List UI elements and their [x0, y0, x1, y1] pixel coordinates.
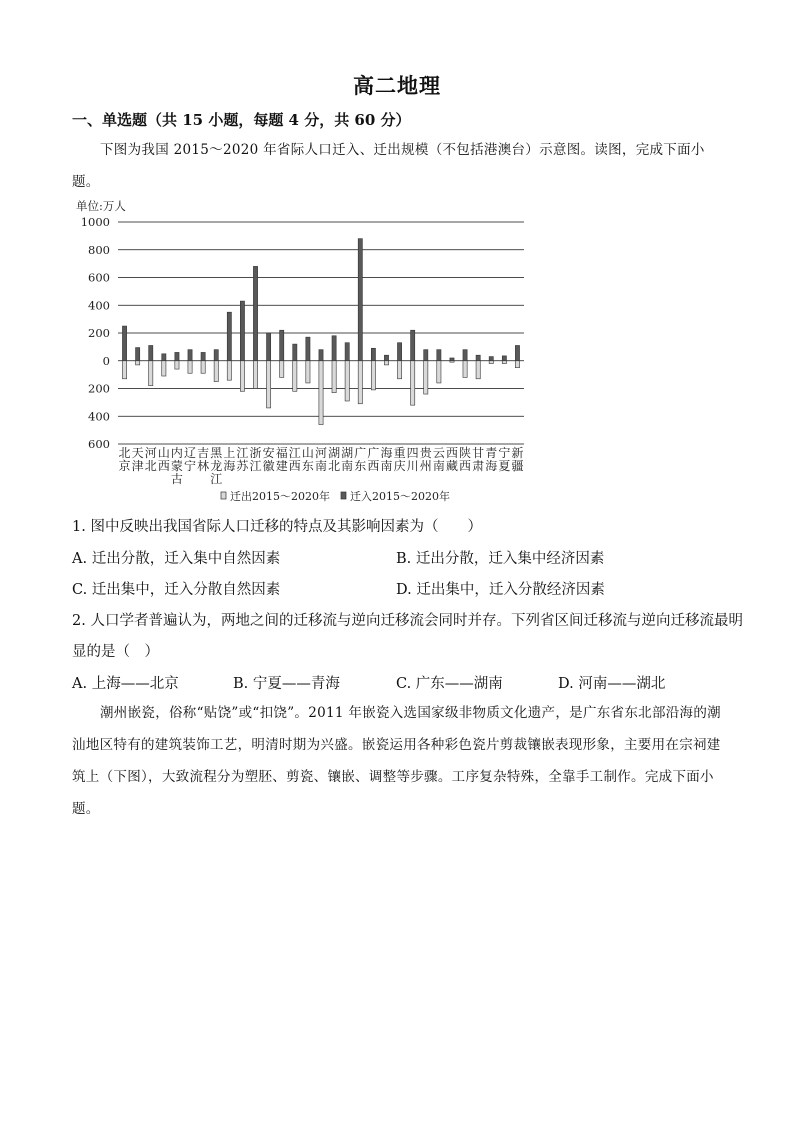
svg-text:西: 西 — [288, 459, 301, 473]
x-category-label — [119, 446, 131, 473]
svg-text:州: 州 — [419, 459, 432, 473]
bar-out-江苏 — [240, 361, 244, 392]
legend-label-out: 迁出2015～2020年 — [230, 490, 330, 503]
svg-text:海: 海 — [380, 446, 393, 460]
x-category-label — [446, 446, 458, 473]
bar-out-重庆 — [397, 361, 401, 379]
question-1-stem: 1. 图中反映出我国省际人口迁移的特点及其影响因素为（ ） — [72, 519, 482, 535]
svg-text:天: 天 — [131, 446, 144, 460]
x-category-label — [145, 446, 157, 473]
question-1-option-b[interactable]: B. 迁出分散，迁入集中经济因素 — [396, 551, 605, 567]
bar-out-云南 — [437, 361, 441, 383]
bar-out-贵州 — [424, 361, 428, 394]
svg-text:林: 林 — [197, 459, 210, 473]
question-1-option-a[interactable]: A. 迁出分散，迁入集中自然因素 — [72, 551, 281, 567]
svg-text:北: 北 — [144, 459, 157, 473]
bar-out-宁夏 — [502, 361, 506, 364]
legend-label-in: 迁入2015～2020年 — [350, 490, 450, 503]
bar-out-内蒙古 — [175, 361, 179, 369]
x-category-label — [367, 445, 379, 473]
bar-out-黑龙江 — [214, 361, 218, 382]
svg-text:东: 东 — [301, 459, 314, 473]
svg-text:云: 云 — [432, 446, 445, 460]
bar-out-广东 — [358, 361, 362, 404]
svg-text:河: 河 — [314, 446, 328, 460]
y-tick-label: 200 — [88, 381, 110, 396]
x-category-label — [184, 446, 196, 473]
y-tick-label: 600 — [88, 270, 110, 285]
svg-text:广: 广 — [354, 446, 367, 460]
x-category-label — [289, 446, 301, 473]
y-tick-label: 200 — [88, 326, 110, 340]
svg-text:内: 内 — [170, 446, 183, 460]
svg-text:疆: 疆 — [511, 459, 524, 473]
bar-in-重庆 — [397, 343, 401, 361]
x-category-label — [472, 445, 484, 473]
bar-out-湖北 — [332, 361, 336, 393]
bar-in-四川 — [411, 330, 415, 361]
svg-text:福: 福 — [275, 446, 288, 460]
svg-text:江: 江 — [236, 446, 249, 460]
bar-in-上海 — [227, 312, 231, 361]
bar-in-天津 — [136, 348, 140, 361]
legend-swatch-in — [341, 492, 346, 499]
svg-text:西: 西 — [367, 459, 380, 473]
bar-out-广西 — [371, 361, 375, 390]
x-category-label — [302, 446, 314, 473]
bar-out-吉林 — [201, 361, 205, 373]
x-category-label — [354, 445, 366, 473]
x-category-label — [197, 445, 209, 473]
svg-text:辽: 辽 — [184, 446, 197, 460]
x-category-label — [171, 445, 183, 486]
y-tick-label: 400 — [88, 409, 110, 424]
x-category-label — [407, 446, 419, 473]
bar-in-广东 — [358, 239, 362, 361]
x-category-label — [328, 445, 340, 473]
x-category-label — [210, 446, 223, 486]
question-2-option-c[interactable]: C. 广东——湖南 — [396, 676, 503, 692]
x-category-label — [459, 445, 471, 473]
x-category-label — [158, 446, 170, 473]
bar-in-湖北 — [332, 336, 336, 361]
svg-text:南: 南 — [341, 459, 354, 473]
x-category-label — [433, 446, 445, 473]
bar-out-山西 — [162, 361, 166, 376]
bar-in-内蒙古 — [175, 352, 179, 360]
svg-text:吉: 吉 — [197, 446, 210, 460]
svg-text:徽: 徽 — [262, 459, 275, 473]
x-category-label — [263, 445, 275, 473]
svg-text:津: 津 — [131, 459, 144, 473]
bar-in-云南 — [437, 350, 441, 361]
bar-in-江西 — [293, 344, 297, 361]
svg-text:江: 江 — [249, 459, 262, 473]
x-category-label — [315, 446, 327, 473]
svg-text:山: 山 — [157, 446, 170, 460]
bar-in-福建 — [280, 330, 284, 361]
chart-unit-label: 单位:万人 — [76, 199, 126, 213]
bar-out-湖南 — [345, 361, 349, 401]
bar-out-河北 — [149, 361, 153, 386]
svg-text:甘: 甘 — [472, 446, 485, 460]
bar-out-甘肃 — [476, 361, 480, 379]
bar-in-山东 — [306, 337, 310, 361]
question-1-option-d[interactable]: D. 迁出集中，迁入分散经济因素 — [396, 582, 605, 598]
svg-text:重: 重 — [393, 446, 406, 460]
x-category-label — [380, 446, 392, 473]
bar-out-辽宁 — [188, 361, 192, 373]
bar-in-新疆 — [515, 345, 519, 360]
intro-paragraph: 下图为我国 2015～2020 年省际人口迁入、迁出规模（不包括港澳台）示意图。读图，完成下面小题。 — [72, 142, 705, 190]
question-2-option-b[interactable]: B. 宁夏——青海 — [233, 676, 340, 692]
svg-text:上: 上 — [223, 446, 236, 460]
page-title: 高二地理 — [353, 73, 441, 98]
bar-in-海南 — [384, 355, 388, 361]
x-category-label — [498, 446, 510, 473]
svg-text:夏: 夏 — [498, 459, 511, 473]
bar-in-吉林 — [201, 352, 205, 360]
bar-out-青海 — [489, 361, 493, 364]
bar-out-江西 — [293, 361, 297, 392]
y-tick-label: 600 — [88, 437, 110, 451]
svg-text:东: 东 — [354, 459, 367, 473]
bar-in-贵州 — [424, 350, 428, 361]
question-2-stem-line1: 2. 人口学者普遍认为，两地之间的迁移流与逆向迁移流会同时并存。下列省区间迁移流与逆向迁移流最明 — [72, 613, 743, 629]
svg-text:北: 北 — [118, 446, 131, 460]
y-tick-label: 1000 — [80, 215, 110, 229]
bar-out-新疆 — [515, 361, 519, 368]
question-2-option-a[interactable]: A. 上海——北京 — [72, 676, 179, 692]
x-category-label — [394, 445, 406, 473]
svg-text:肃: 肃 — [472, 459, 485, 473]
bar-in-黑龙江 — [214, 350, 218, 361]
question-2-stem-line2: 显的是（ ） — [72, 644, 159, 660]
svg-text:海: 海 — [223, 459, 236, 473]
y-tick-label: 400 — [88, 298, 110, 313]
svg-text:湖: 湖 — [328, 446, 341, 460]
bar-in-浙江 — [253, 266, 257, 360]
svg-text:贵: 贵 — [419, 446, 432, 460]
svg-text:建: 建 — [275, 459, 288, 473]
passage-2-paragraph: 潮州嵌瓷，俗称“贴饶”或“扣饶”。2011 年嵌瓷入选国家级非物质文化遗产，是广东省东北部沿海的潮汕地区特有的建筑装饰工艺，明清时期为兴盛。嵌瓷运用各种彩色瓷片剪裁镶嵌表现形象，主要用在宗祠建筑上（下图），大致流程分为塑胚、剪瓷、镶嵌、调整等步骤。工序复杂特殊，全靠手工制作。完成下面小题。 — [72, 705, 721, 817]
svg-text:龙: 龙 — [210, 459, 223, 473]
svg-text:苏: 苏 — [236, 459, 249, 473]
svg-text:古: 古 — [170, 472, 183, 486]
legend-swatch-out — [221, 492, 226, 499]
svg-text:江: 江 — [210, 472, 223, 486]
bar-in-北京 — [122, 326, 126, 361]
svg-text:西: 西 — [445, 446, 458, 460]
y-tick-label: 0 — [102, 353, 110, 368]
bar-in-西藏 — [450, 358, 454, 361]
y-tick-label: 800 — [88, 242, 110, 257]
question-2-option-d[interactable]: D. 河南——湖北 — [558, 676, 666, 692]
svg-text:西: 西 — [157, 459, 170, 473]
migration-chart — [0, 195, 794, 515]
x-category-label — [236, 446, 249, 473]
x-category-label — [276, 446, 288, 473]
svg-text:宁: 宁 — [498, 446, 511, 460]
bar-in-江苏 — [240, 301, 244, 361]
x-category-label — [420, 445, 433, 473]
svg-text:南: 南 — [314, 459, 328, 473]
svg-text:四: 四 — [406, 446, 419, 460]
svg-text:湖: 湖 — [341, 446, 354, 460]
question-1-option-c[interactable]: C. 迁出集中，迁入分散自然因素 — [72, 582, 281, 598]
svg-text:京: 京 — [118, 459, 131, 473]
bar-out-北京 — [122, 361, 126, 379]
svg-text:西: 西 — [459, 459, 472, 473]
bar-in-安徽 — [267, 333, 271, 361]
x-category-label — [341, 445, 353, 473]
svg-text:庆: 庆 — [393, 459, 406, 473]
svg-text:陕: 陕 — [459, 446, 472, 460]
bar-out-海南 — [384, 361, 388, 365]
bar-in-广西 — [371, 348, 375, 360]
bar-out-四川 — [411, 361, 415, 405]
bar-in-陕西 — [463, 350, 467, 361]
svg-text:北: 北 — [328, 459, 341, 473]
svg-text:浙: 浙 — [249, 446, 262, 460]
bar-in-辽宁 — [188, 350, 192, 361]
svg-text:南: 南 — [380, 459, 393, 473]
bar-out-上海 — [227, 361, 231, 380]
bar-in-甘肃 — [476, 355, 480, 361]
svg-text:青: 青 — [485, 446, 498, 460]
bar-in-河北 — [149, 345, 153, 360]
bar-in-湖南 — [345, 343, 349, 361]
bar-in-山西 — [162, 354, 166, 361]
chart-legend — [221, 489, 450, 503]
svg-text:川: 川 — [406, 459, 419, 473]
svg-text:宁: 宁 — [184, 459, 197, 473]
x-category-label — [223, 445, 235, 473]
section-heading: 一、单选题（共 15 小题，每题 4 分，共 60 分） — [72, 111, 411, 129]
svg-text:南: 南 — [432, 459, 445, 473]
bar-out-陕西 — [463, 361, 467, 378]
svg-text:藏: 藏 — [445, 459, 458, 473]
x-category-label — [485, 445, 497, 473]
svg-text:江: 江 — [288, 446, 301, 460]
bar-out-山东 — [306, 361, 310, 383]
bar-out-河南 — [319, 361, 323, 425]
x-category-label — [511, 446, 523, 473]
bar-out-安徽 — [267, 361, 271, 408]
svg-text:黑: 黑 — [210, 446, 223, 460]
svg-text:广: 广 — [367, 446, 380, 460]
bar-in-河南 — [319, 350, 323, 361]
svg-text:山: 山 — [301, 446, 314, 460]
svg-text:河: 河 — [144, 446, 157, 460]
svg-text:海: 海 — [485, 459, 498, 473]
bar-out-天津 — [136, 361, 140, 365]
svg-text:安: 安 — [262, 446, 275, 460]
bar-in-宁夏 — [502, 356, 506, 361]
bar-out-福建 — [280, 361, 284, 378]
svg-text:新: 新 — [511, 446, 524, 460]
x-category-label — [132, 446, 144, 473]
bar-in-青海 — [489, 357, 493, 361]
bar-out-浙江 — [253, 361, 257, 389]
svg-text:蒙: 蒙 — [170, 459, 183, 473]
x-category-label — [250, 445, 262, 473]
